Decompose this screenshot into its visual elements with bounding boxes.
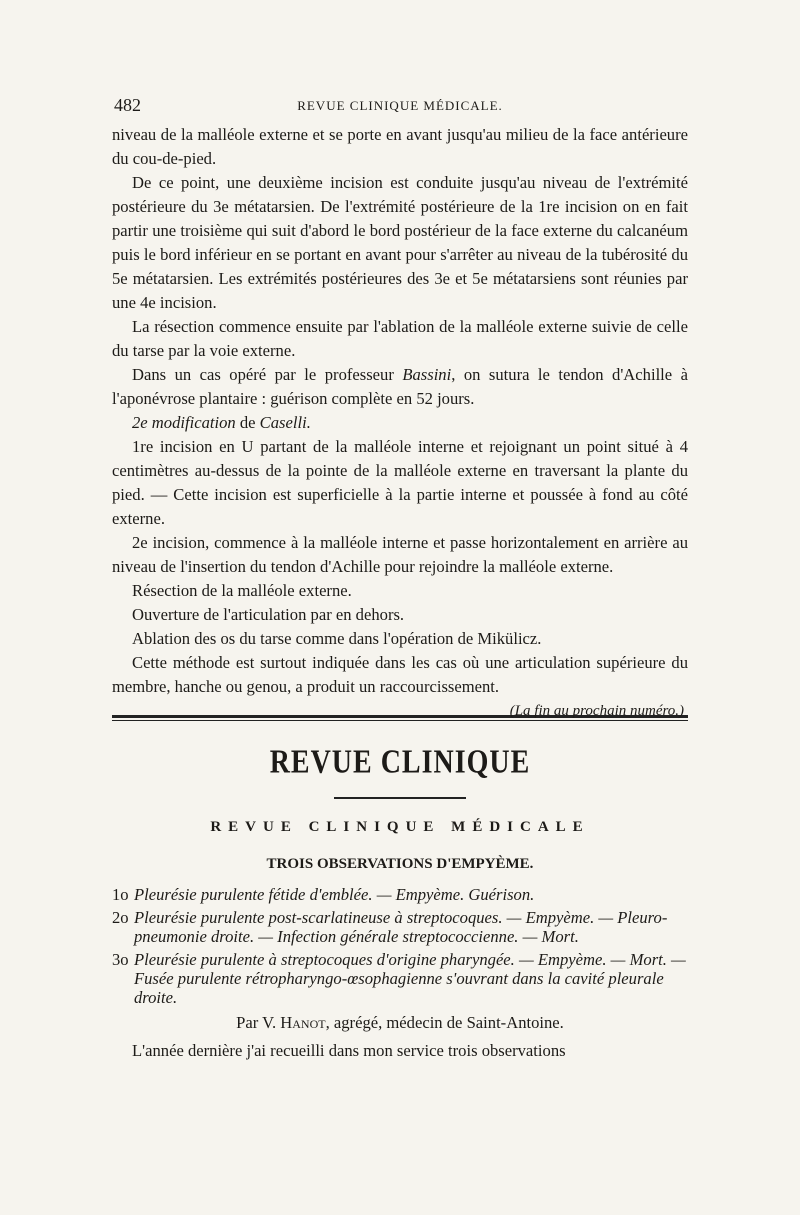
body-text — [112, 123, 688, 719]
section-title: REVUE CLINIQUE — [269, 743, 531, 781]
text: Dans un cas opéré par le professeur — [132, 365, 403, 384]
article-title-text: EMPYÈME. — [451, 856, 534, 872]
title-rule — [334, 797, 466, 799]
byline — [112, 1013, 688, 1033]
subheading-label: 2e modification — [132, 413, 236, 432]
paragraph: Ouverture de l'articulation par en dehors. — [132, 605, 405, 624]
surgeon-name: Caselli. — [259, 413, 311, 432]
paragraph: La résection commence ensuite par l'ablation de la malléole externe suivie de celle du tarse par la voie externe. — [112, 317, 688, 360]
list-item — [112, 950, 688, 1007]
byline-text: , agrégé, médecin de Saint-Antoine. — [325, 1013, 564, 1032]
list-number: 1o — [112, 885, 129, 904]
article-title-text: TROIS OBSERVATIONS D' — [266, 856, 452, 872]
observation-text: Pleurésie purulente à streptocoques d'origine pharyngée. — Empyème. — Mort. — Fusée purulente rétropharyngo-œsophagienne s'ouvrant dans la cavité pleurale droite. — [134, 950, 686, 1007]
paragraph: L'année dernière j'ai recueilli dans mon service trois observations — [132, 1041, 566, 1060]
observation-text: Pleurésie purulente post-scarlatineuse à streptocoques. — Empyème. — Pleuro-pneumonie droite. — Infection générale streptococcienne. — Mort. — [134, 908, 668, 946]
text: de — [235, 413, 260, 432]
subheading — [112, 411, 688, 435]
list-item — [112, 908, 688, 946]
paragraph — [112, 363, 688, 411]
list-number: 2o — [112, 908, 129, 927]
continued-note: (La fin au prochain numéro.) — [509, 703, 684, 719]
byline-text: Par V. — [236, 1013, 281, 1032]
paragraph: niveau de la malléole externe et se porte en avant jusqu'au milieu de la face antérieure du cou-de-pied. — [112, 125, 688, 168]
paragraph: Résection de la malléole externe. — [132, 581, 352, 600]
running-title: REVUE CLINIQUE MÉDICALE. — [297, 98, 503, 113]
author-name: Hanot — [280, 1013, 326, 1032]
paragraph: Ablation des os du tarse comme dans l'opération de Mikülicz. — [132, 629, 542, 648]
paragraph: De ce point, une deuxième incision est conduite jusqu'au niveau de l'extrémité postérieure du 3e métatarsien. De l'extrémité postérieure de la 1re incision on en fait partir une troisième qui suit d'abord le bord postérieur de la face externe du calcanéum puis le bord inférieur en se portant en avant pour s'arrêter au niveau de la tubérosité du 5e métatarsien. Les extrémités postérieures des 3e et 5e métatarsiens sont réunies par une 4e incision. — [112, 173, 688, 312]
text: Cette méthode est surtout indiquée dans les cas où une articulation supérieure du membre, hanche ou genou, a produit un raccourcissement. — [112, 653, 688, 696]
running-head — [112, 95, 688, 123]
list-number: 3o — [112, 950, 129, 969]
observation-text: Pleurésie purulente fétide d'emblée. — Empyème. Guérison. — [134, 885, 535, 904]
paragraph — [112, 651, 688, 719]
paragraph: 1re incision en U partant de la malléole interne et rejoignant un point situé à 4 centimètres au-dessus de la pointe de la malléole externe en traversant la plante du pied. — Cette incision est superficielle à la partie interne et poussée à fond au côté externe. — [112, 437, 688, 528]
article-title — [112, 856, 688, 873]
observations-list — [112, 885, 688, 1007]
text: , on sutura le tendon d'Achille à l'aponévrose plantaire : guérison complète en 52 jours. — [112, 365, 688, 408]
page-number: 482 — [114, 95, 141, 115]
surgeon-name: Bassini — [402, 365, 452, 384]
paragraph: 2e incision, commence à la malléole interne et passe horizontalement en arrière au niveau de l'insertion du tendon d'Achille pour rejoindre la malléole externe. — [112, 533, 688, 576]
subsection-title: REVUE CLINIQUE MÉDICALE — [210, 819, 590, 835]
list-item — [112, 885, 688, 904]
page — [112, 95, 688, 1061]
